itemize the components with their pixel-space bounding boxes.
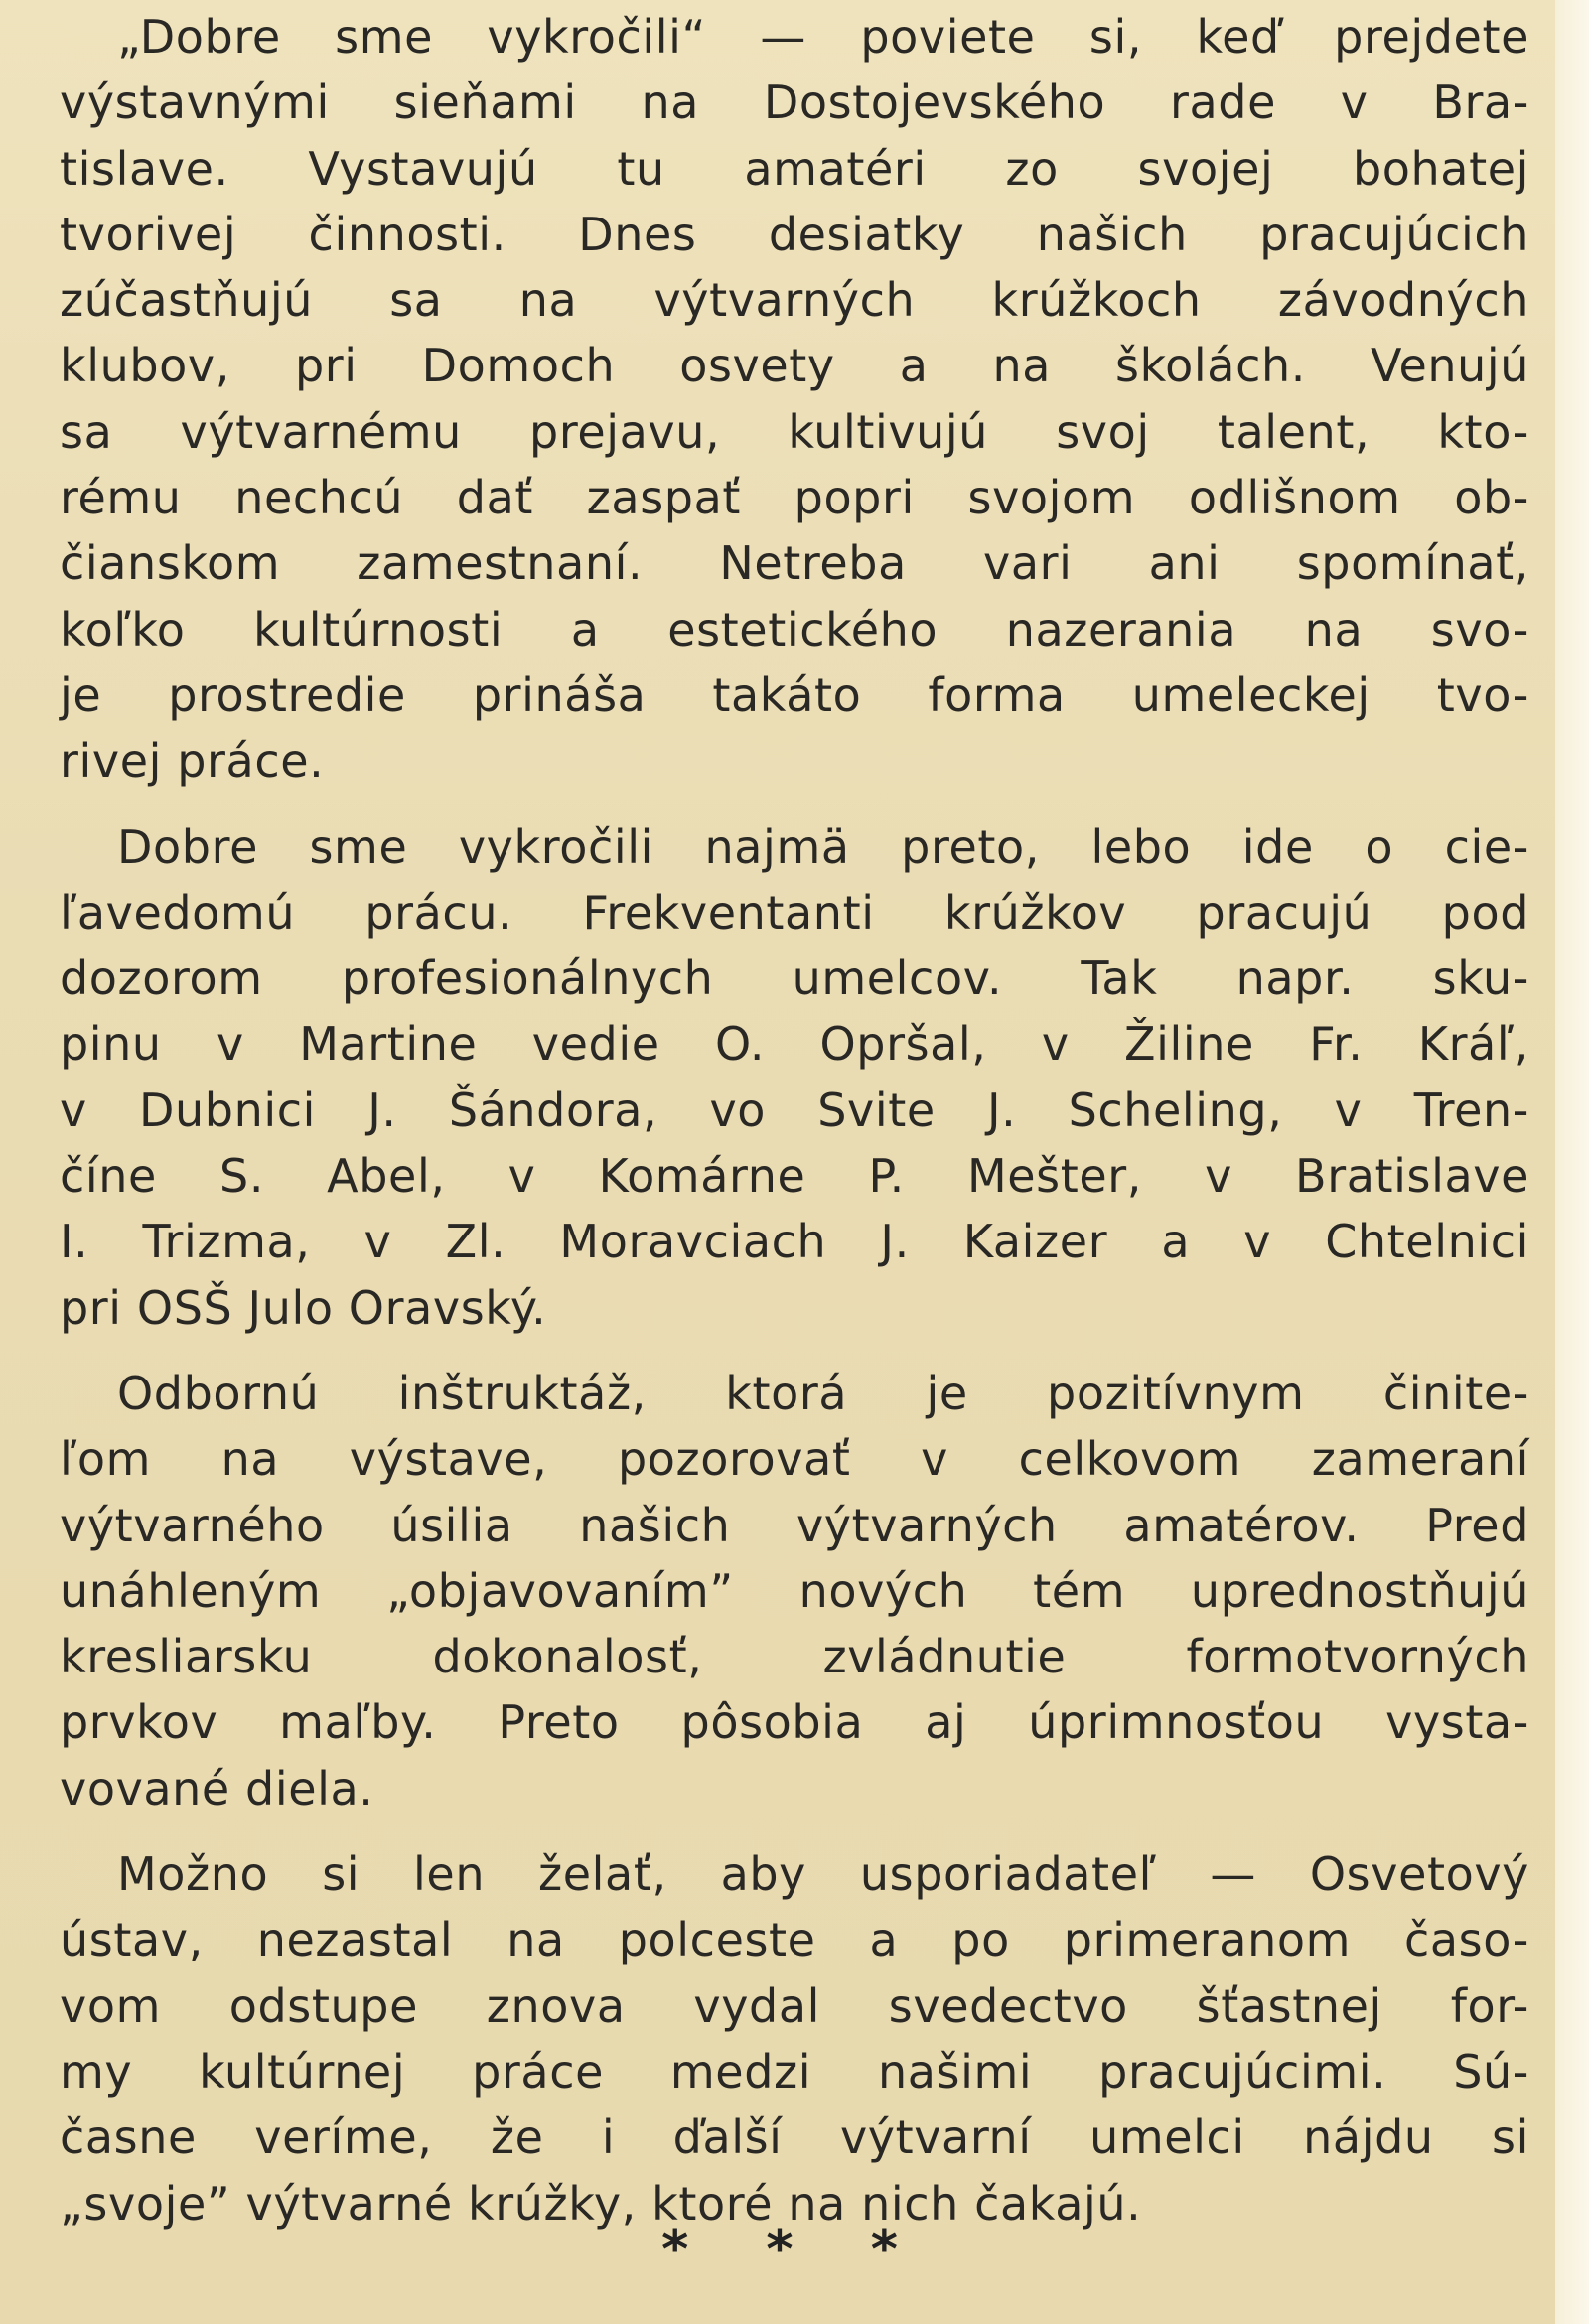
article-body (60, 4, 1529, 2256)
text-line: klubov, pri Domoch osvety a na školách. Venujú (60, 339, 1529, 393)
text-line: ľom na výstave, pozorovať v celkovom zameraní (60, 1432, 1529, 1487)
text-line: prvkov maľby. Preto pôsobia aj úprimnosťou vysta- (60, 1695, 1529, 1750)
text-line: Dobre sme vykročili najmä preto, lebo ide o cie- (117, 819, 1529, 874)
text-line: my kultúrnej práce medzi našimi pracujúcimi. Sú- (60, 2044, 1529, 2099)
section-separator: * * * (661, 2220, 928, 2279)
text-line: pinu v Martine vedie O. Opršal, v Žiline Fr. Kráľ, (60, 1017, 1529, 1072)
text-line: tvorivej činnosti. Dnes desiatky našich pracujúcich (60, 207, 1529, 261)
text-line: kresliarsku dokonalosť, zvládnutie formotvorných (60, 1630, 1529, 1684)
text-line: zúčastňujú sa na výtvarných krúžkoch závodných (60, 273, 1529, 328)
text-line: „svoje” výtvarné krúžky, ktoré na nich čakajú. (60, 2176, 1142, 2231)
text-line: Odbornú inštruktáž, ktorá je pozitívnym činite- (117, 1366, 1529, 1420)
text-line: „Dobre sme vykročili“ — poviete si, keď prejdete (117, 10, 1529, 64)
text-line: výstavnými sieňami na Dostojevského rade v Bra- (60, 75, 1529, 130)
paragraph-1 (60, 4, 1529, 795)
paper-edge (1555, 0, 1589, 2324)
text-line: časne veríme, že i ďalší výtvarní umelci nájdu si (60, 2110, 1529, 2165)
text-line: rému nechcú dať zaspať popri svojom odlišnom ob- (60, 471, 1529, 525)
text-line: čianskom zamestnaní. Netreba vari ani spomínať, (60, 536, 1529, 591)
text-line: výtvarného úsilia našich výtvarných amatérov. Pred (60, 1498, 1529, 1552)
text-line: rivej práce. (60, 734, 325, 789)
text-line: číne S. Abel, v Komárne P. Mešter, v Bratislave (60, 1149, 1529, 1204)
text-line: vom odstupe znova vydal svedectvo šťastnej for- (60, 1978, 1529, 2033)
text-line: pri OSŠ Julo Oravský. (60, 1280, 547, 1335)
text-line: vované diela. (60, 1761, 374, 1816)
text-line: I. Trizma, v Zl. Moravciach J. Kaizer a v Chtelnici (60, 1215, 1529, 1269)
text-line: je prostredie prináša takáto forma umeleckej tvo- (60, 667, 1529, 722)
text-line: dozorom profesionálnych umelcov. Tak napr. sku- (60, 951, 1529, 1006)
text-line: ľavedomú prácu. Frekventanti krúžkov pracujú pod (60, 885, 1529, 940)
text-line: unáhleným „objavovaním” nových tém uprednostňujú (60, 1563, 1529, 1618)
text-line: tislave. Vystavujú tu amatéri zo svojej bohatej (60, 141, 1529, 196)
text-line: Možno si len želať, aby usporiadateľ — Osvetový (117, 1847, 1529, 1902)
text-line: koľko kultúrnosti a estetického nazerania na svo- (60, 602, 1529, 656)
text-line: sa výtvarnému prejavu, kultivujú svoj talent, kto- (60, 404, 1529, 459)
text-line: v Dubnici J. Šándora, vo Svite J. Scheling, v Tren- (60, 1083, 1529, 1137)
paragraph-4 (60, 1841, 1529, 2237)
text-line: ústav, nezastal na polceste a po primeranom časo- (60, 1913, 1529, 1967)
paragraph-3 (60, 1361, 1529, 1821)
paragraph-2 (60, 814, 1529, 1341)
